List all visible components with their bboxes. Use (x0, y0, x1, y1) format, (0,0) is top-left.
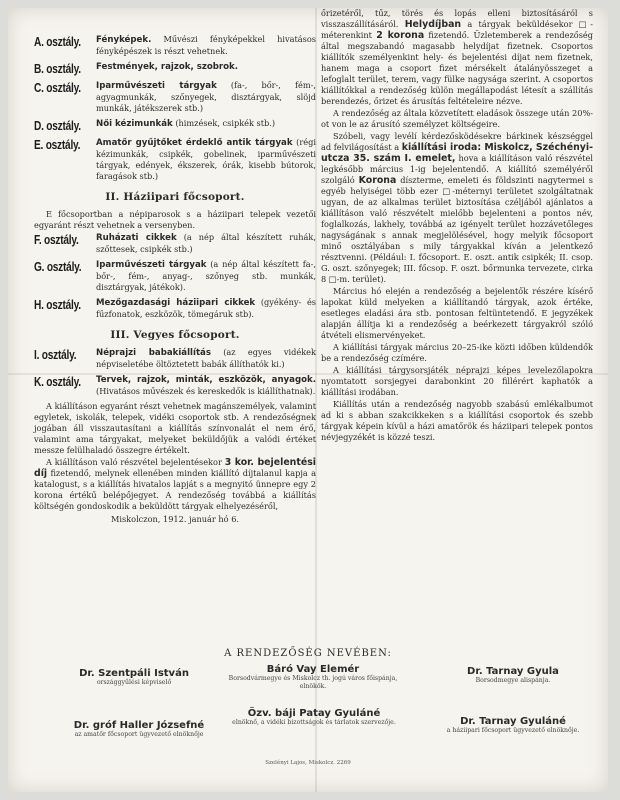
class-label: E. osztály. (34, 137, 81, 152)
class-row-b (34, 61, 316, 76)
printer-imprint: Szelényi Lajos, Miskolcz. 2269 (265, 760, 351, 766)
class-title: Amatőr gyűjtőket érdeklő antik tárgyak (96, 138, 293, 148)
class-desc: (a nép által készített fa-, bőr-, fém-, anyag-, szőnyeg stb. munkák, disztárgyak, játékok). (96, 259, 316, 292)
class-row-d (34, 118, 316, 133)
class-desc: (fa-, bőr-, fém-, agyagmunkák, szőnyegek, disztárgyak, slöjd munkák, játékszerek stb.) (96, 80, 317, 113)
fee-amount: 3 kor. bejelentési díj (34, 457, 316, 479)
class-label: C. osztály. (34, 80, 81, 95)
signature-block: Dr. Szentpáli István országgyűlési képviselő (79, 668, 189, 686)
office-address: kiállítási iroda: Miskolcz, Széchényi-utcza 35. szám I. emelet, (321, 142, 593, 164)
paragraph-march: Március hó elején a rendezőség a bejelentők részére kísérő lapokat küld melyeken a kiállítandó tárgyak, azok értéke, esetleges eladási ára stb. pontosan feltüntetendő. E jegyzékek alapján állítja ki a rendezőség a beérkezett tárgyakról szóló átvételi elismervényeket. (321, 286, 593, 340)
class-desc: (gyékény- és fűzfonatok, eszközök, tömegáruk stb). (96, 297, 316, 319)
signature-block: Dr. Tarnay Gyula Borsodmegye alispánja. (467, 666, 559, 684)
class-desc: Művészi fényképekkel hivatásos fényképészek is részt vehetnek. (96, 34, 316, 56)
document-sheet (8, 8, 608, 792)
on-behalf-heading: A RENDEZŐSÉG NEVÉBEN: (224, 648, 392, 659)
date-line: Miskolczon, 1912. január hó 6. (110, 514, 240, 524)
section-heading-2: II. Háziipari főcsoport. (105, 191, 245, 203)
class-label: K. osztály. (34, 374, 81, 389)
class-row-k (34, 374, 316, 397)
paragraph-fee: A kiállításon való részvétel bejelentésekor 3 kor. bejelentési díj fizetendő, melynek ellenében minden kiállító díjtalanul kapja a katalogust, s a kiállítás hivatalos lapját s a megnyitó ünnepre egy 2 korona értékű belépőjegyet. A rendezőség továbbá a kiállítás költségén gondoskodik a beküldött tárgyak elhelyezéséről, (34, 457, 316, 511)
class-desc: (régi kézimunkák, csipkék, gobelinek, iparművészeti tárgyak, edények, ékszerek, órák, kisebb bútorok, faragások stb.) (96, 137, 316, 181)
left-column (34, 34, 316, 525)
paragraph-site-fee: őrizetéről, tűz, törés és lopás elleni biztosításáról s visszaszállításáról. Helydíjban a tárgyak beküldésekor □-méterenkint 2 korona fizetendő. Üzletemberek a rendezőség által megszabandó magasabb helydíjat fizetnek. Csoportos kiállítók személyenkint hely- és bejelentési díjat nem fizetnek, hanem maga a csoport fizet mérsékelt átalányösszeget a lefoglalt terület, terem, vagy fülke nagysága szerint. A csoportos kiállítókkal a rendezőség külön megállapodást létesít a szállítás berendezés, őrizet és árusítás feltételeire nézve. (321, 8, 593, 106)
class-row-e (34, 137, 316, 182)
class-row-a (34, 34, 316, 57)
class-title: Iparművészeti tárgyak (96, 81, 217, 91)
class-row-c (34, 80, 316, 114)
paragraph-lottery: A kiállítási tárgysorsjáték néprajzi képes levelezőlapokra nyomtatott sorsjegyei darabonkint 20 fillérért kaphatók a kiállítási irodában. (321, 365, 593, 397)
paragraph-commission: A rendezőség az általa közvetített eladások összege után 20%-ot von le az árusító személyzet költségeire. (321, 108, 593, 129)
class-label: D. osztály. (34, 118, 81, 133)
class-title: Iparművészeti tárgyak (96, 260, 207, 270)
paragraph-album: Kiállítás után a rendezőség nagyobb szabású emlékalbumot ad ki s abban szakcikkeken s a kiállítási csoportok és szebb tárgyak képein kívül a házi amatőrök és háziipari telepek pontos névjegyzékét is közzé teszi. (321, 399, 593, 442)
class-title: Tervek, rajzok, minták, eszközök, anyagok. (96, 375, 316, 385)
class-desc: (himzések, csipkék stb.) (172, 118, 276, 128)
class-desc: (Hivatásos művészek és kereskedők is kiállíthatnak). (96, 386, 316, 396)
class-label: A. osztály. (34, 34, 81, 49)
class-desc: (a nép által készített ruhák, szőttesek, csipkék stb.) (96, 232, 316, 254)
class-title: Festmények, rajzok, szobrok. (96, 62, 239, 72)
class-title: Mezőgazdasági háziipari cikkek (96, 298, 256, 308)
class-label: G. osztály. (34, 259, 82, 274)
section-heading-3: III. Vegyes főcsoport. (110, 329, 240, 341)
paragraph-participation: A kiállításon egyaránt részt vehetnek magánszemélyek, valamint egyletek, iskolák, telepek, vidéki csoportok stb. A rendezőségnek jogában áll visszautasítani a kiállítás színvonalát el nem érő, valamint ama tárgyakat, melyeket beküldőjük a valódi értéket messze felülhaladó összegre értékelt. (34, 401, 316, 455)
class-title: Néprajzi babakiállítás (96, 348, 211, 358)
class-label: F. osztály. (34, 232, 79, 247)
paragraph-delivery: A kiállítási tárgyak március 20–25-ike közti időben küldendők be a rendezőség czímére. (321, 342, 593, 363)
signature-block: Dr. gróf Haller Józsefné az amatőr főcsoport ügyvezető elnöknője (73, 720, 205, 738)
class-row-f (34, 232, 316, 255)
class-title: Női kézimunkák (96, 119, 173, 129)
signature-block: Báró Vay Elemér Borsodvármegye és Miskolcz th. jogú város főispánja, elnökök. (228, 664, 398, 690)
signature-block: Dr. Tarnay Gyuláné a háziipari főcsoport ügyvezető elnöknője. (446, 716, 580, 734)
class-label: B. osztály. (34, 61, 81, 76)
section-2-intro: E főcsoportban a népiparosok s a háziipari telepek vezetői egyaránt részt vehetnek a versenyben. (34, 209, 316, 230)
class-row-h (34, 297, 316, 320)
signature-block: Özv. báji Patay Gyuláné elnöknő, a vidéki bizottságok és tárlatok szervezője. (232, 708, 396, 726)
paragraph-office: Szóbeli, vagy levélí kérdezősködésekre bárkinek készséggel ad felvilágosítást a kiállítási iroda: Miskolcz, Széchényi-utcza 35. szám I. emelet, hova a kiállításon való részvétel legkésőbb március 1-ig bejelentendő. A kiállító személyéről szolgáló Korona díszterme, emeleti és földszinti nagytermei s egyéb helyiségei több ezer □-méternyi területet szolgáltatnak ugyan, de az alkalmas terület biztosítása czéljából ajánlatos a kiállításon való részvételt mielőbb bejelenteni a pontos név, foglalkozás, lakhely, továbbá az igényelt terület hozzávetőleges nagyságának s annak megjelölésével, hogy melyik főcsoport minő osztályában s mily tárgyakkal kíván a jelentkező résztvenni. (Például: I. főcsoport. E. oszt. antik csipkék; II. csop. G. oszt. szőnyegek; III. főcsop. F. oszt. bőrmunka tervezete, cirka 8 □-m. terület). (321, 131, 593, 284)
class-row-i (34, 347, 316, 370)
class-row-g (34, 259, 316, 293)
class-label: I. osztály. (34, 347, 77, 362)
class-desc: (az egyes vidékek népviseletébe öltöztetett babák állíthatók ki.) (96, 347, 316, 369)
class-label: H. osztály. (34, 297, 81, 312)
class-title: Ruházati cikkek (96, 233, 177, 243)
class-title: Fényképek. (96, 35, 152, 45)
right-column (321, 8, 593, 444)
